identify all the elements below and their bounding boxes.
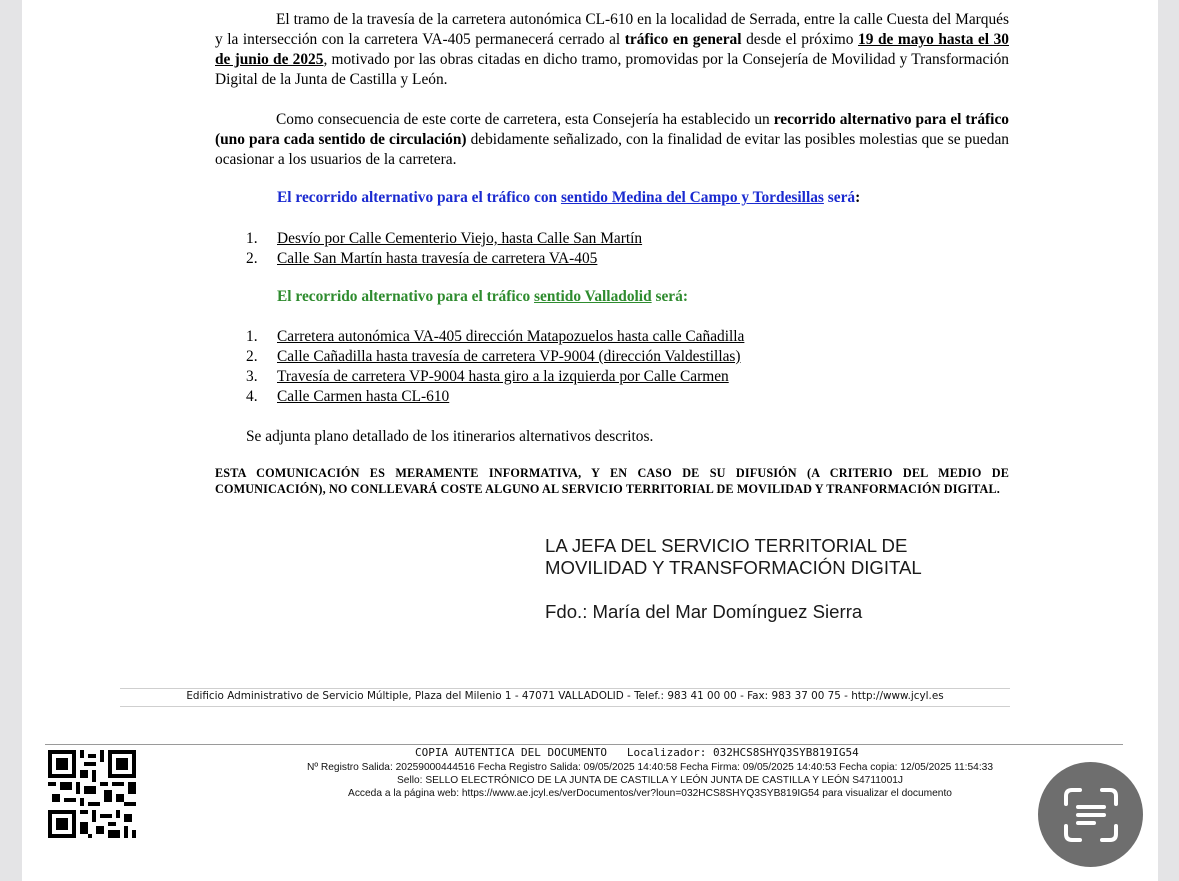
list-text: Travesía de carretera VP-9004 hasta giro a la izquierda por Calle Carmen [277, 368, 729, 385]
route2-heading [277, 288, 688, 306]
registry-info: Nº Registro Salida: 20259000444516 Fecha Registro Salida: 09/05/2025 14:40:58 Fecha Firma: 09/05/2025 14:40:53 Fecha copia: 12/05/2025 11:54:33 [306, 762, 993, 773]
para1-bold: tráfico en general [624, 31, 742, 48]
footer-divider-bottom [120, 706, 1010, 707]
route2-heading-post: será: [651, 288, 688, 305]
closure-dates: 19 de mayo hasta el 30 de junio de 2025 [215, 31, 1009, 68]
route1-direction: sentido Medina del Campo y Tordesillas [560, 189, 824, 206]
list-number: 2. [246, 348, 258, 365]
signature-title-line-2: MOVILIDAD Y TRANSFORMACIÓN DIGITAL [545, 557, 922, 578]
copy-divider [45, 744, 1123, 745]
para2-bold: recorrido alternativo para el tráfico (uno para cada sentido de circulación) [215, 111, 1009, 148]
attachment-note: Se adjunta plano detallado de los itinerarios alternativos descritos. [246, 428, 654, 445]
route1-colon: : [855, 189, 861, 206]
route2-heading-pre: El recorrido alternativo para el tráfico [277, 288, 535, 305]
signature-name: Fdo.: María del Mar Domínguez Sierra [545, 601, 863, 622]
list-item [246, 249, 642, 269]
list-number: 1. [246, 328, 258, 345]
live-text-scan-button[interactable] [1038, 762, 1143, 867]
route1-heading-post: será [823, 189, 856, 206]
seal-info: Sello: SELLO ELECTRÓNICO DE LA JUNTA DE CASTILLA Y LEÓN JUNTA DE CASTILLA Y LEÓN S4711001J [397, 775, 903, 786]
list-item [246, 327, 744, 347]
list-number: 2. [246, 250, 258, 267]
para1-text-2: desde el próximo [741, 31, 859, 48]
route2-direction: sentido Valladolid [534, 288, 652, 305]
list-number: 1. [246, 230, 258, 247]
signature-title-line-1: LA JEFA DEL SERVICIO TERRITORIAL DE [545, 535, 908, 556]
list-text: Desvío por Calle Cementerio Viejo, hasta Calle San Martín [277, 230, 643, 247]
list-number: 4. [246, 388, 258, 405]
para2-text: Como consecuencia de este corte de carretera, esta Consejería ha establecido un [276, 111, 774, 128]
footer-address: Edificio Administrativo de Servicio Múltiple, Plaza del Milenio 1 - 47071 VALLADOLID - Telef.: 983 41 00 00 - Fax: 983 37 00 75 - http://www.jcyl.es [186, 690, 944, 702]
para1-text: El tramo de la travesía de la carretera autonómica CL-610 en la localidad de Serrada, entre la calle Cuesta del Marqués y la intersección con la carretera VA-405 permanecerá cerrado al [215, 11, 1009, 48]
list-text: Calle Carmen hasta CL-610 [277, 388, 450, 405]
list-number: 3. [246, 368, 258, 385]
intro-paragraph [215, 10, 1009, 90]
verification-url: Acceda a la página web: https://www.ae.jcyl.es/verDocumentos/ver?loun=032HCS8SHYQ3SYB819IG54 para visualizar el documento [348, 788, 952, 799]
consequence-paragraph [215, 110, 1009, 170]
route1-heading [277, 189, 860, 207]
list-item [246, 367, 744, 387]
disclaimer-notice: ESTA COMUNICACIÓN ES MERAMENTE INFORMATIVA, Y EN CASO DE SU DIFUSIÓN (A CRITERIO DEL MEDIO DE COMUNICACIÓN), NO CONLLEVARÁ COSTE ALGUNO AL SERVICIO TERRITORIAL DE MOVILIDAD Y TRANFORMACIÓN DIGITAL. [215, 466, 1009, 496]
para1-text-3: , motivado por las obras citadas en dicho tramo, promovidas por la Consejería de Movilidad y Transformación Digital de la Junta de Castilla y León. [215, 51, 1009, 88]
list-text: Carretera autonómica VA-405 dirección Matapozuelos hasta calle Cañadilla [277, 328, 745, 345]
list-item [246, 387, 744, 407]
authentic-copy-title: COPIA AUTENTICA DEL DOCUMENTO Localizador: 032HCS8SHYQ3SYB819IG54 [415, 746, 859, 759]
route2-list [246, 327, 744, 407]
list-text: Calle Cañadilla hasta travesía de carretera VP-9004 (dirección Valdestillas) [277, 348, 741, 365]
route1-heading-pre: El recorrido alternativo para el tráfico con [277, 189, 561, 206]
qr-code-icon [48, 750, 136, 843]
list-item [246, 229, 642, 249]
footer-divider-top [120, 688, 1010, 689]
list-item [246, 347, 744, 367]
list-text: Calle San Martín hasta travesía de carretera VA-405 [277, 250, 598, 267]
live-text-scan-icon [1062, 786, 1120, 844]
route1-list [246, 229, 642, 269]
para2-text-2: debidamente señalizado, con la finalidad de evitar las posibles molestias que se puedan ocasionar a los usuarios de la carretera. [215, 131, 1009, 168]
